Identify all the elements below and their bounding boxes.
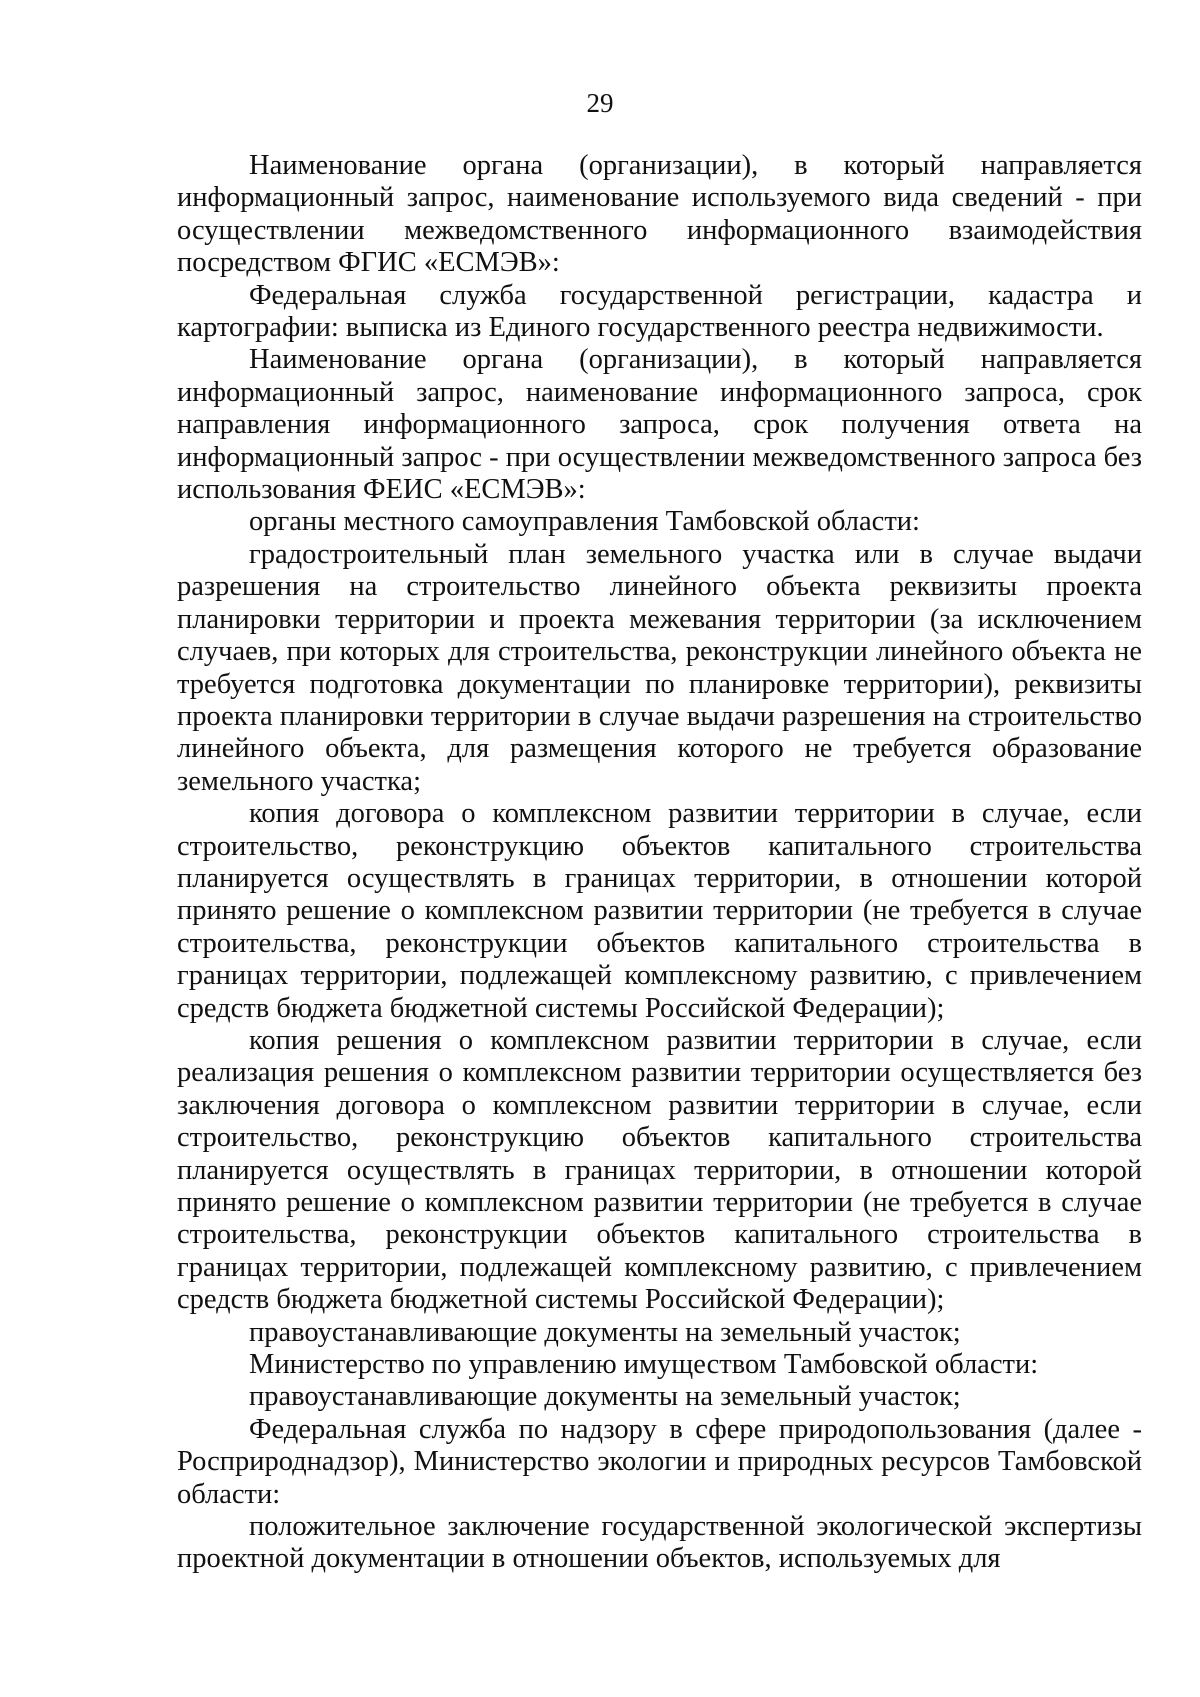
document-body [177,150,1142,1576]
paragraph-8: правоустанавливающие документы на земельный участок; [249,1316,961,1348]
paragraph-4: органы местного самоуправления Тамбовской области: [249,506,920,538]
paragraph-9: Министерство по управлению имуществом Тамбовской области: [249,1349,1039,1381]
paragraph-10: правоустанавливающие документы на земельный участок; [249,1381,961,1413]
paragraph-5: градостроительный план земельного участка или в случае выдачи разрешения на строительство линейного объекта реквизиты проекта планировки территории и проекта межевания территории (за исключением случаев, при которых для строительства, реконструкции линейного объекта не требуется подготовка документации по планировке территории), реквизиты проекта планировки территории в случае выдачи разрешения на строительство линейного объекта, для размещения которого не требуется образование земельного участка; [177,538,1142,797]
paragraph-11: Федеральная служба по надзору в сфере природопользования (далее - Росприроднадзор), Министерство экологии и природных ресурсов Тамбовской области: [177,1413,1142,1510]
paragraph-2: Федеральная служба государственной регистрации, кадастра и картографии: выписка из Единого государственного реестра недвижимости. [177,279,1142,344]
paragraph-7: копия решения о комплексном развитии территории в случае, если реализация решения о комплексном развитии территории осуществляется без заключения договора о комплексном развитии территории в случае, если строительство, реконструкцию объектов капитального строительства планируется осуществлять в границах территории, в отношении которой принято решение о комплексном развитии территории (не требуется в случае строительства, реконструкции объектов капитального строительства в границах территории, подлежащей комплексному развитию, с привлечением средств бюджета бюджетной системы Российской Федерации); [177,1024,1142,1316]
paragraph-6: копия договора о комплексном развитии территории в случае, если строительство, реконструкцию объектов капитального строительства планируется осуществлять в границах территории, в отношении которой принято решение о комплексном развитии территории (не требуется в случае строительства, реконструкции объектов капитального строительства в границах территории, подлежащей комплексному развитию, с привлечением средств бюджета бюджетной системы Российской Федерации); [177,798,1142,1024]
paragraph-1: Наименование органа (организации), в который направляется информационный запрос, наименование используемого вида сведений - при осуществлении межведомственного информационного взаимодействия посредством ФГИС «ЕСМЭВ»: [177,150,1142,279]
paragraph-3: Наименование органа (организации), в который направляется информационный запрос, наименование информационного запроса, срок направления информационного запроса, срок получения ответа на информационный запрос - при осуществлении межведомственного запроса без использования ФЕИС «ЕСМЭВ»: [177,344,1142,506]
paragraph-12: положительное заключение государственной экологической экспертизы проектной документации в отношении объектов, используемых для [177,1511,1142,1575]
page-number: 29 [586,88,614,118]
